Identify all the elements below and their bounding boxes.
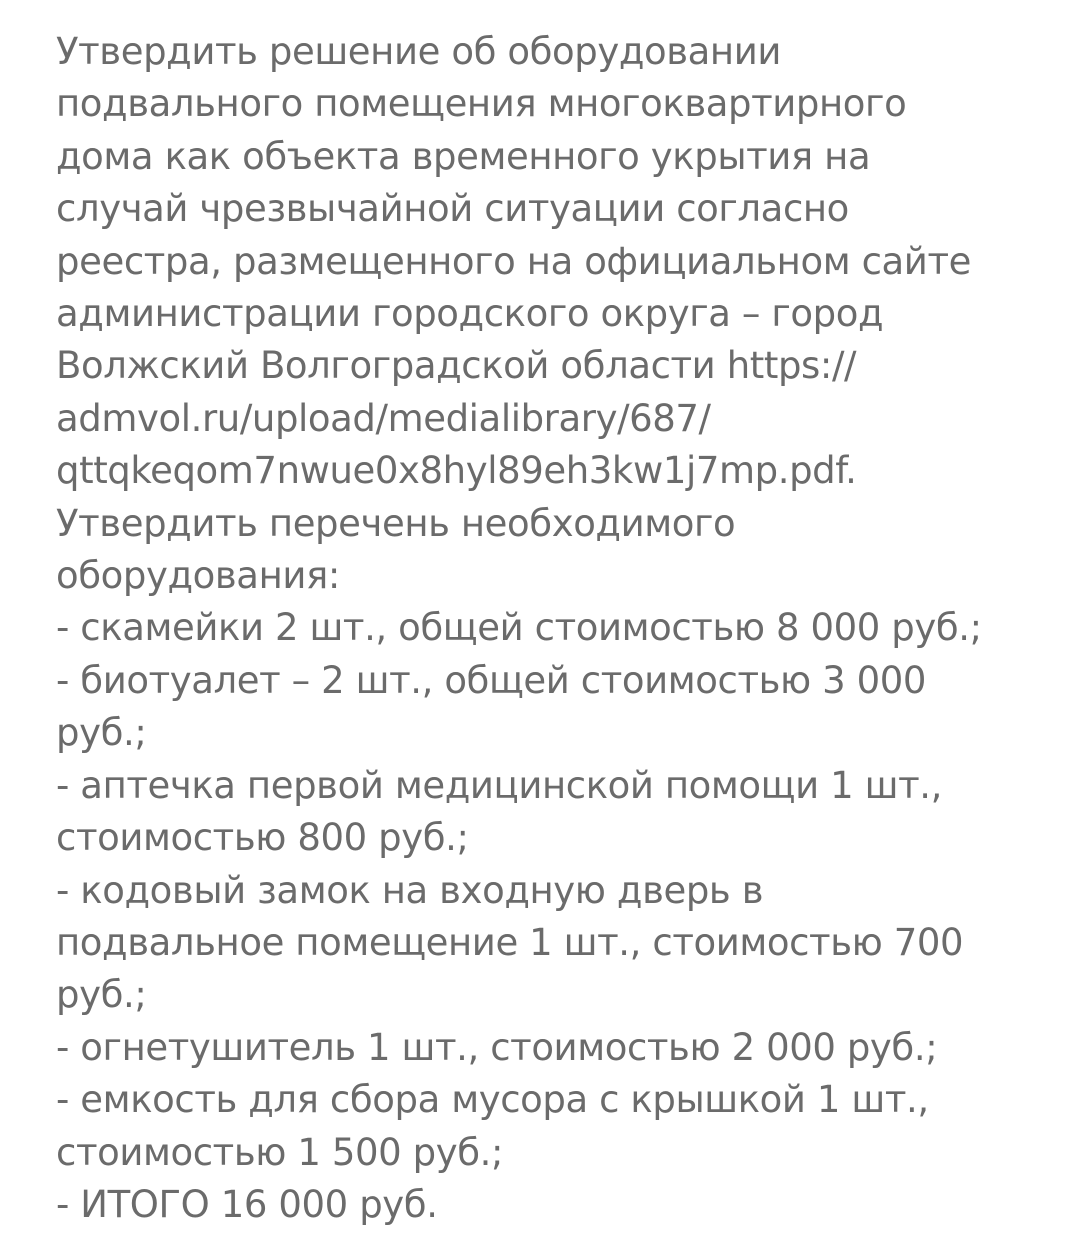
list-item-continuation: руб.;	[56, 973, 147, 1017]
text-line-link-end: qttqkeqom7nwue0x8hyl89eh3kw1j7mp.pdf.	[56, 449, 857, 493]
list-item: - кодовый замок на входную дверь в	[56, 868, 764, 912]
text-line: оборудования:	[56, 554, 340, 598]
list-item: - биотуалет – 2 шт., общей стоимостью 3 000	[56, 658, 927, 702]
list-item-total: - ИТОГО 16 000 руб.	[56, 1182, 438, 1226]
text-line: дома как объекта временного укрытия на	[56, 134, 871, 178]
list-item-continuation: руб.;	[56, 711, 147, 755]
text-line: Утвердить перечень необходимого	[56, 501, 736, 545]
list-item-continuation: стоимостью 1 500 руб.;	[56, 1130, 504, 1174]
list-item-continuation: подвальное помещение 1 шт., стоимостью 700	[56, 920, 964, 964]
text-line: случай чрезвычайной ситуации согласно	[56, 187, 849, 231]
text-line-link: admvol.ru/upload/medialibrary/687/	[56, 396, 711, 440]
list-item: - скамейки 2 шт., общей стоимостью 8 000 руб.;	[56, 606, 982, 650]
text-line-link-start: Волжский Волгоградской области https://	[56, 344, 857, 388]
text-line: подвального помещения многоквартирного	[56, 82, 907, 126]
text-line: администрации городского округа – город	[56, 292, 884, 336]
text-line: реестра, размещенного на официальном сайте	[56, 239, 971, 283]
list-item: - емкость для сбора мусора с крышкой 1 шт.,	[56, 1078, 929, 1122]
message-text	[56, 26, 1046, 1231]
list-item: - аптечка первой медицинской помощи 1 шт.,	[56, 763, 942, 807]
list-item-continuation: стоимостью 800 руб.;	[56, 816, 469, 860]
text-line: Утвердить решение об оборудовании	[56, 30, 782, 73]
list-item: - огнетушитель 1 шт., стоимостью 2 000 руб.;	[56, 1025, 938, 1069]
